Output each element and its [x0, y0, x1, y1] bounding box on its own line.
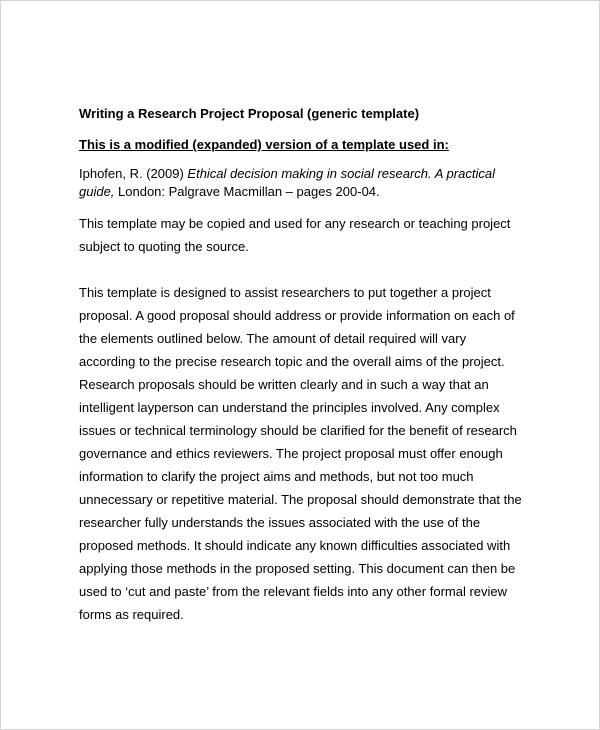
citation-book-title-cont: guide, — [79, 184, 115, 199]
citation-book-title: Ethical decision making in social research. A practical — [187, 166, 495, 181]
paragraph-line: applying those methods in the proposed setting. This document can then be — [79, 561, 516, 576]
paragraph-line: issues or technical terminology should be clarified for the benefit of research — [79, 423, 517, 438]
citation-publisher: London: Palgrave Macmillan – pages 200-04. — [114, 184, 380, 199]
paragraph-line: proposal. A good proposal should address or provide information on each of — [79, 308, 515, 323]
paragraph-line: This template may be copied and used for any research or teaching project — [79, 216, 511, 231]
paragraph-line: used to ‘cut and paste’ from the relevant fields into any other formal review — [79, 584, 508, 599]
document-content — [79, 105, 549, 626]
paragraph-line: information to clarify the project aims and methods, but not too much — [79, 469, 474, 484]
paragraph-line: according to the precise research topic and the overall aims of the project. — [79, 354, 505, 369]
description-paragraph — [79, 281, 549, 626]
paragraph-line: This template is designed to assist researchers to put together a project — [79, 285, 491, 300]
citation-line — [79, 165, 549, 183]
paragraph-line: researcher fully understands the issues associated with the use of the — [79, 515, 481, 530]
paragraph-line: the elements outlined below. The amount of detail required will vary — [79, 331, 467, 346]
paragraph-line: governance and ethics reviewers. The project proposal must offer enough — [79, 446, 503, 461]
paragraph-line: unnecessary or repetitive material. The proposal should demonstrate that the — [79, 492, 522, 507]
paragraph-line: Research proposals should be written clearly and in such a way that an — [79, 377, 489, 392]
paragraph-line: forms as required. — [79, 607, 184, 622]
citation-line — [79, 183, 549, 201]
paragraph-line: subject to quoting the source. — [79, 239, 249, 254]
copy-notice-paragraph — [79, 212, 549, 258]
document-title: Writing a Research Project Proposal (generic template) — [79, 106, 420, 121]
paragraph-line: proposed methods. It should indicate any known difficulties associated with — [79, 538, 511, 553]
citation — [79, 165, 549, 201]
document-subtitle: This is a modified (expanded) version of a template used in: — [79, 137, 449, 152]
paragraph-line: intelligent layperson can understand the principles involved. Any complex — [79, 400, 500, 415]
citation-author: Iphofen, R. (2009) — [79, 166, 188, 181]
